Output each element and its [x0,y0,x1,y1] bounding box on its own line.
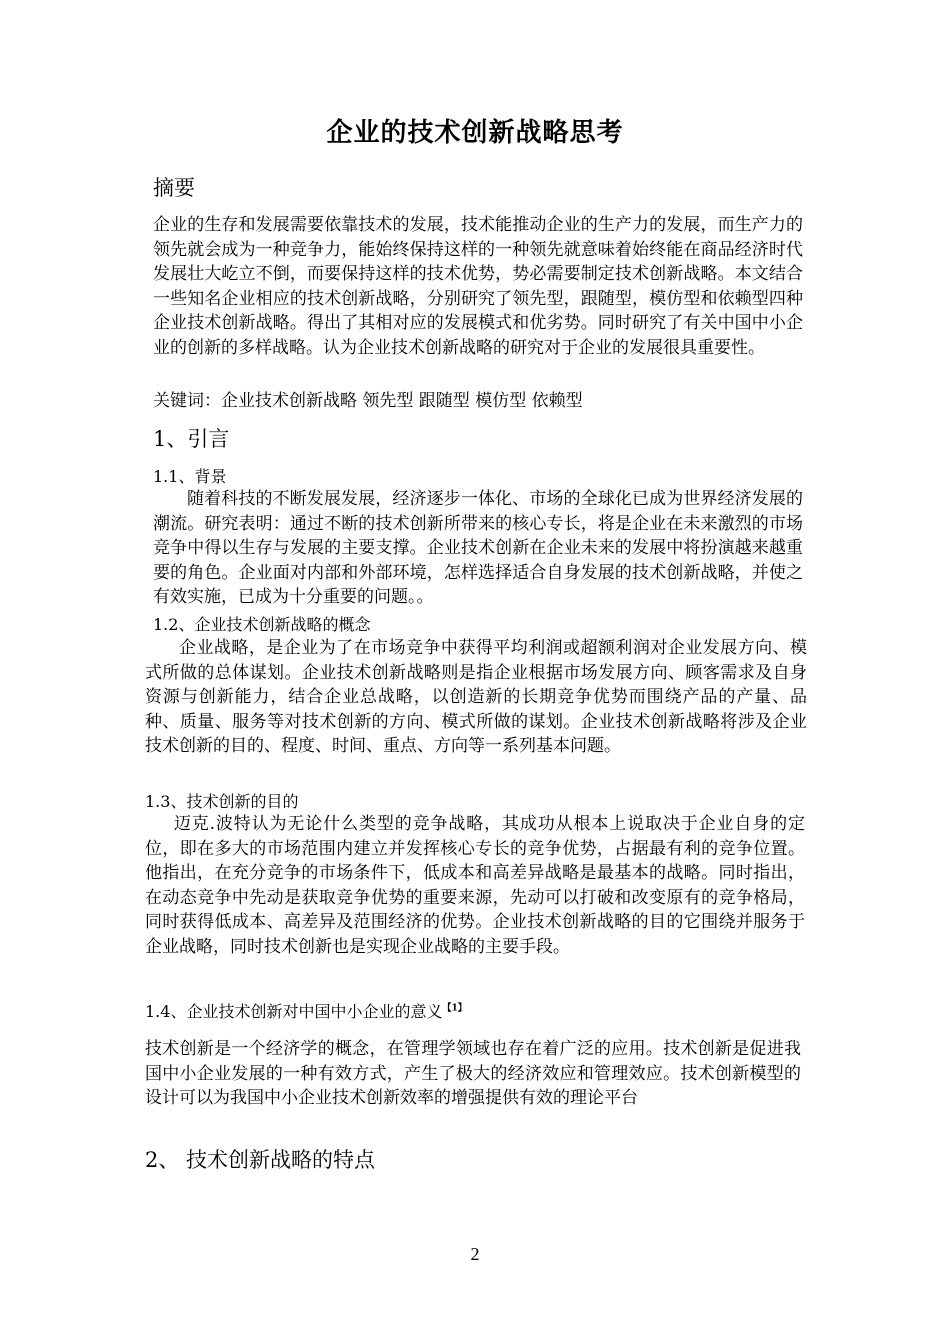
section-1-4-text: 技术创新是一个经济学的概念，在管理学领域也存在着广泛的应用。技术创新是促进我国中小企业发展的一种有效方式，产生了极大的经济效应和管理效应。技术创新模型的设计可以为我国中小企业技术创新效率的增强提供有效的理论平台 [145,1039,801,1108]
section-1-4-title: 1.4、企业技术创新对中国中小企业的意义 [145,1002,443,1021]
section-1-3-heading: 1.3、技术创新的目的 [145,792,299,811]
section-1-2-heading: 1.2、企业技术创新战略的概念 [153,615,371,634]
keywords: 关键词：企业技术创新战略 领先型 跟随型 模仿型 依赖型 [153,391,583,411]
abstract-heading: 摘要 [153,176,195,200]
section-2-heading: 2、 技术创新战略的特点 [145,1148,376,1172]
section-1-3-text: 迈克.波特认为无论什么类型的竞争战略，其成功从根本上说取决于企业自身的定位，即在多大的市场范围内建立并发挥核心专长的竞争优势，占据最有利的竞争位置。他指出，在充分竞争的市场条件下，低成本和高差异战略是最基本的战略。同时指出，在动态竞争中先动是获取竞争优势的重要来源，先动可以打破和改变原有的竞争格局，同时获得低成本、高差异及范围经济的优势。企业技术创新战略的目的它围绕并服务于企业战略，同时技术创新也是实现企业战略的主要手段。 [145,814,805,957]
section-1-1-heading: 1.1、背景 [153,467,227,486]
abstract-text: 企业的生存和发展需要依靠技术的发展，技术能推动企业的生产力的发展，而生产力的领先就会成为一种竞争力，能始终保持这样的一种领先就意味着始终能在商品经济时代发展壮大屹立不倒，而要保持这样的技术优势，势必需要制定技术创新战略。本文结合一些知名企业相应的技术创新战略，分别研究了领先型，跟随型，模仿型和依赖型四种企业技术创新战略。得出了其相对应的发展模式和优劣势。同时研究了有关中国中小企业的创新的多样战略。认为企业技术创新战略的研究对于企业的发展很具重要性。 [153,215,803,358]
document-title: 企业的技术创新战略思考 [326,118,624,148]
section-1-1-text: 随着科技的不断发展发展，经济逐步一体化、市场的全球化已成为世界经济发展的潮流。研究表明：通过不断的技术创新所带来的核心专长，将是企业在未来激烈的市场竞争中得以生存与发展的主要支撑。企业技术创新在企业未来的发展中将扮演越来越重要的角色。企业面对内部和外部环境，怎样选择适合自身发展的技术创新战略，并使之有效实施，已成为十分重要的问题。。 [153,489,803,607]
reference-mark: 【1】 [442,1003,467,1014]
section-1-heading: 1、引言 [153,427,230,451]
section-1-4-heading [145,999,467,1022]
section-1-2-text: 企业战略，是企业为了在市场竞争中获得平均利润或超额利润对企业发展方向、模式所做的总体谋划。企业技术创新战略则是指企业根据市场发展方向、顾客需求及自身资源与创新能力，结合企业总战略，以创造新的长期竞争优势而围绕产品的产量、品种、质量、服务等对技术创新的方向、模式所做的谋划。企业技术创新战略将涉及企业技术创新的目的、程度、时间、重点、方向等一系列基本问题。 [145,638,807,756]
page-number: 2 [470,1244,480,1264]
